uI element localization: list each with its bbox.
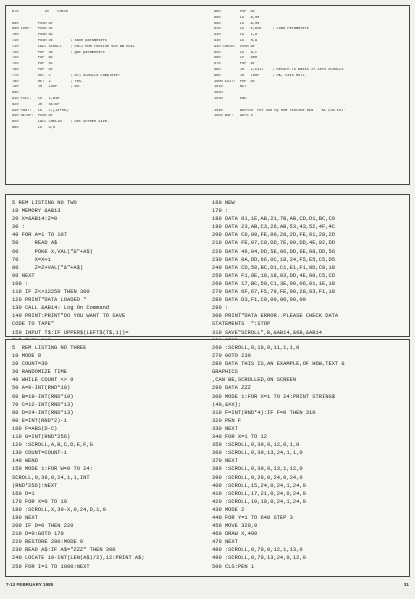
code-line: 720 CALL SCROLL ; call ROM routine SCR BW ROLL [12, 44, 135, 49]
code-line: SCROLL,0,39,0,24,1,1,INT [12, 474, 90, 481]
code-line: 200 IF D=0 THEN 220 [12, 523, 74, 530]
code-line: 40 FOR A=1 TO 107 [12, 232, 67, 239]
code-line: 470 NEXT [212, 539, 238, 546]
assembler-listing-box [5, 5, 410, 185]
code-line: 260 :SCROLL,0,19,0,11,1,1,0 [212, 345, 300, 351]
code-line: 320 PEN F [212, 417, 242, 424]
code-line: 710 PUSH DE ; save parameters [12, 38, 107, 43]
code-line: 390 :SCROLL,9,29,0,24,0,24,0 [212, 474, 303, 481]
code-line: 330 NEXT [212, 425, 238, 432]
code-line: 930 LD H,A [214, 38, 258, 43]
code-line: 900 LD A,00 [214, 21, 260, 26]
code-line: 70 X=X+1 [12, 256, 51, 263]
code-line: 230 READ A$:IF A$="ZZZ" THEN 300 [12, 547, 116, 554]
code-line: 50 READ A$ [12, 240, 58, 247]
code-line: 60 B=19-INT(RND*10) [12, 393, 74, 400]
code-line: 1020 [214, 91, 223, 96]
code-line: 280 DATA D3,F1,C9,00,00,00,00 [212, 297, 306, 304]
code-line: 90 E=INT(RND*2)-1 [12, 417, 67, 424]
code-line: 800 [12, 91, 19, 96]
code-line: 680 PUSH AF [12, 21, 53, 26]
code-line: 340 FOR X=1 TO 12 [212, 434, 267, 441]
assembler-left-column [12, 10, 210, 132]
code-line: 150 INPUT T$:IF UPPER$(LEFT$(T$,1))= [12, 329, 129, 336]
assembler-right-column [214, 10, 408, 120]
listing-two-box [5, 194, 410, 337]
code-line: 1030 END [214, 96, 247, 101]
listing-two-left-column [12, 199, 210, 345]
code-line: 170 FOR X=0 TO 19 [12, 498, 67, 505]
listing-three-left-column [12, 344, 210, 571]
code-line: 690 LOOP: PUSH HL [12, 27, 53, 32]
code-line: 200 DATA C0,00,FE,00,28,2D,FE,01,28,2D [212, 232, 335, 239]
code-line: 190 NEXT [12, 514, 38, 521]
code-line: 140 PRINT:PRINT"DO YOU WANT TO SAVE [12, 313, 126, 320]
code-line: ,CAN BE,SCROLLED,ON SCREEN [212, 377, 297, 384]
code-line: 30 RANDOMIZE TIME [12, 369, 67, 376]
code-line: (RND*256):NEXT [12, 482, 58, 489]
code-line: 410 :SCROLL,17,21,0,24,0,24,0 [212, 490, 306, 497]
code-line: 120 :SCROLL,A,B,C,D,E,F,G [12, 442, 93, 449]
code-line: 100 : [12, 280, 29, 287]
code-line: 890 LD A,00 [214, 15, 260, 20]
code-line: 160 D=1 [12, 490, 35, 497]
code-line: 180 DATA 01,1E,AB,21,7B,AB,CD,D1,BC,C9 [212, 216, 335, 223]
code-line: 100 F=ABS(D-C) [12, 425, 58, 432]
listing-two-right-column [212, 199, 408, 345]
code-line: 700 PUSH BC [12, 33, 53, 38]
code-line: 380 :SCROLL,0,39,0,13,1,12,0 [212, 466, 303, 473]
code-line: 300 MODE 1:FOR X=1 TO 24:PRINT STRING$ [212, 393, 335, 400]
code-line: 1050 BUF: DEFS 4 [214, 114, 253, 119]
code-line: 950 LD A,C [214, 50, 258, 55]
code-line: 40 WHILE COUNT <> 0 [12, 377, 74, 384]
code-line: 150 MODE 1:FOR W=0 TO 24: [12, 466, 93, 473]
code-line: 10 MEMORY &AB13 [12, 208, 61, 215]
code-line: 240 DATA CD,50,BC,D1,C1,E1,F1,0D,C8,18 [212, 264, 335, 271]
code-line: 80 D=24-INT(RND*13) [12, 409, 74, 416]
code-line: 840 SETUP: PUSH AF [12, 114, 53, 119]
code-line: 250 DATA F1,0E,19,18,03,DD,4E,00,C5,CD [212, 272, 335, 279]
code-line: 440 FOR Y=1 TO 640 STEP 3 [212, 514, 293, 521]
code-line: 730 POP DE ; get parameters [12, 50, 105, 55]
listing-three-box [5, 339, 410, 577]
code-line: 130 CALL &AB14: Log On Command [12, 305, 110, 312]
code-line: 110 IF Z<>12250 THEN 300 [12, 289, 90, 296]
code-line: 970 POP AF [214, 62, 255, 67]
code-line: 990 JR LOOP ; OK, Lets Roll. [214, 73, 307, 78]
code-line: 500 CLS:PEN 1 [212, 563, 255, 570]
code-line: GRAPHICS [212, 369, 238, 376]
code-line: 110 G=INT(RND*256) [12, 434, 71, 441]
code-line: 860 LD D,0 [12, 125, 56, 130]
code-line: 310 F=INT(RND*4):IF F=0 THEN 310 [212, 409, 316, 416]
code-line: 300 PRINT"DATA ERROR..PLEASE CHECK DATA [212, 313, 339, 320]
code-line: 790 JR LOOP ; NO. [12, 85, 82, 90]
code-line: 450 MOVE 320,0 [212, 523, 258, 530]
code-line: 490 :SCROLL,0,79,13,24,0,12,0 [212, 555, 306, 562]
code-line: 960 CP A00 [214, 56, 258, 61]
code-line: 980 JR Z,EXIT ; Return To Basic If Zero SCROLLS [214, 67, 344, 72]
code-line: 250 FOR I=1 TO 1000:NEXT [12, 563, 90, 570]
code-line: 260 DATA 17,BC,50,C1,3E,00,06,01,1E,18 [212, 280, 335, 287]
code-line: 160 NEW [212, 200, 235, 206]
code-line: 670 JR CHECK [12, 10, 69, 14]
code-line: 90 NEXT [12, 272, 35, 279]
code-line: 750 POP HL [12, 62, 53, 67]
page-number: 31 [403, 582, 409, 587]
code-line: 290 DATA ZZZ [212, 385, 251, 392]
code-line: 130 COUNT=COUNT-1 [12, 450, 67, 457]
code-line: 180 :SCROLL,X,39-X,0,24,D,1,0 [12, 506, 106, 513]
code-line: 120 PRINT"DATA LOADED " [12, 297, 87, 304]
code-line: 30 : [12, 224, 25, 231]
code-line: CODE TO TAPE" [12, 321, 55, 328]
code-line: 280 DATA THIS IS,AN EXAMPLE,OF HOW,TEXT & [212, 361, 345, 368]
code-line: 310 SAVE"SCROLL",B,&AB14,&6B,&AB14 [212, 329, 322, 336]
code-line: 910 LD E,B1H ; Load Parameters [214, 27, 309, 32]
code-line: 20 X=&AB14:Z=0 [12, 216, 58, 223]
code-line: 1040 BUFFER for use by ROM routine REN 'KL LOG EXT' [214, 108, 346, 113]
code-line: 60 POKE X,VAL("&"+A$) [12, 248, 93, 255]
code-line: 880 POP BC [214, 10, 255, 14]
code-line: 360 :SCROLL,0,39,13,24,1,1,0 [212, 450, 303, 457]
code-line: 1010 RET [214, 85, 247, 90]
code-line: 170 : [212, 208, 229, 215]
code-line: 290 : [212, 305, 229, 312]
code-line: 270 GOTO 230 [212, 353, 251, 360]
code-line: 210 D=0:GOTO 170 [12, 531, 64, 538]
code-line: 760 POP AF [12, 67, 53, 72]
code-line: 820 JR SETUP [12, 102, 60, 107]
code-line: 20 COUNT=30 [12, 361, 48, 368]
code-line: 80 Z=Z+VAL("&"+A$) [12, 264, 84, 271]
code-line: 740 POP BC [12, 56, 53, 61]
code-line: 480 :SCROLL,0,79,0,12,1,13,0 [212, 547, 303, 554]
code-line: 50 A=9-INT(RND*10) [12, 385, 71, 392]
code-line: 70 C=12-INT(RND*13) [12, 401, 74, 408]
code-line: 270 DATA 6F,67,F5,79,FE,00,28,03,F1,18 [212, 289, 335, 296]
code-line: 420 :SCROLL,19,19,0,24,1,24,0 [212, 498, 306, 505]
code-line: 5 REM LISTING NO THREE [12, 345, 87, 351]
code-line: 1000 EXIT: POP AF [214, 79, 255, 84]
code-line: 920 LD L,A [214, 33, 258, 38]
code-line: 830 PART: LD C,(IX+00) [12, 108, 69, 113]
code-line: 810 FULL: LD C,B1H [12, 96, 60, 101]
code-line: 240 LOCATE 10-INT(LEN(A$)/2),12:PRINT A$; [12, 555, 145, 562]
code-line: 460 DRAW X,400 [212, 531, 258, 538]
code-line: 190 DATA 23,AB,C3,26,AB,53,43,52,4F,4C [212, 224, 335, 231]
code-line: 370 NEXT [212, 458, 238, 465]
code-line: 350 :SCROLL,0,39,0,12,0,1,0 [212, 442, 300, 449]
code-line: 140 WEND [12, 458, 38, 465]
code-line: 220 DATA 46,04,DD,5E,06,DD,6E,08,DD,56 [212, 248, 335, 255]
code-line: 940 CHECK: PUSH AF [214, 44, 255, 49]
code-line: 10 MODE 0 [12, 353, 42, 360]
code-line: 220 RESTORE 280:MODE 0 [12, 539, 84, 546]
code-line: (40,&#X); [212, 401, 242, 408]
code-line: STATEMENTS ":STOP [212, 321, 271, 328]
code-line: 430 MODE 2 [212, 506, 245, 513]
code-line: 400 :SCROLL,15,24,0,24,1,24,0 [212, 482, 306, 489]
code-line: 230 DATA 0A,DD,66,0C,18,24,F5,E5,C5,D5 [212, 256, 335, 263]
code-line: 770 DEC C ; All SCROLLS Complete? [12, 73, 120, 78]
issue-date: 7-13 FEBRUARY 1985 [6, 582, 54, 587]
listing-three-right-column [212, 344, 408, 571]
code-line: 780 RET Z ; Yes. [12, 79, 84, 84]
code-line: 850 CALL CHKLIN ; Get Screen Size. [12, 120, 110, 125]
code-line: 5 REM LISTING NO TWO [12, 200, 77, 206]
code-line: 210 DATA FE,07,C0,DD,7E,00,DD,4E,02,DD [212, 240, 335, 247]
